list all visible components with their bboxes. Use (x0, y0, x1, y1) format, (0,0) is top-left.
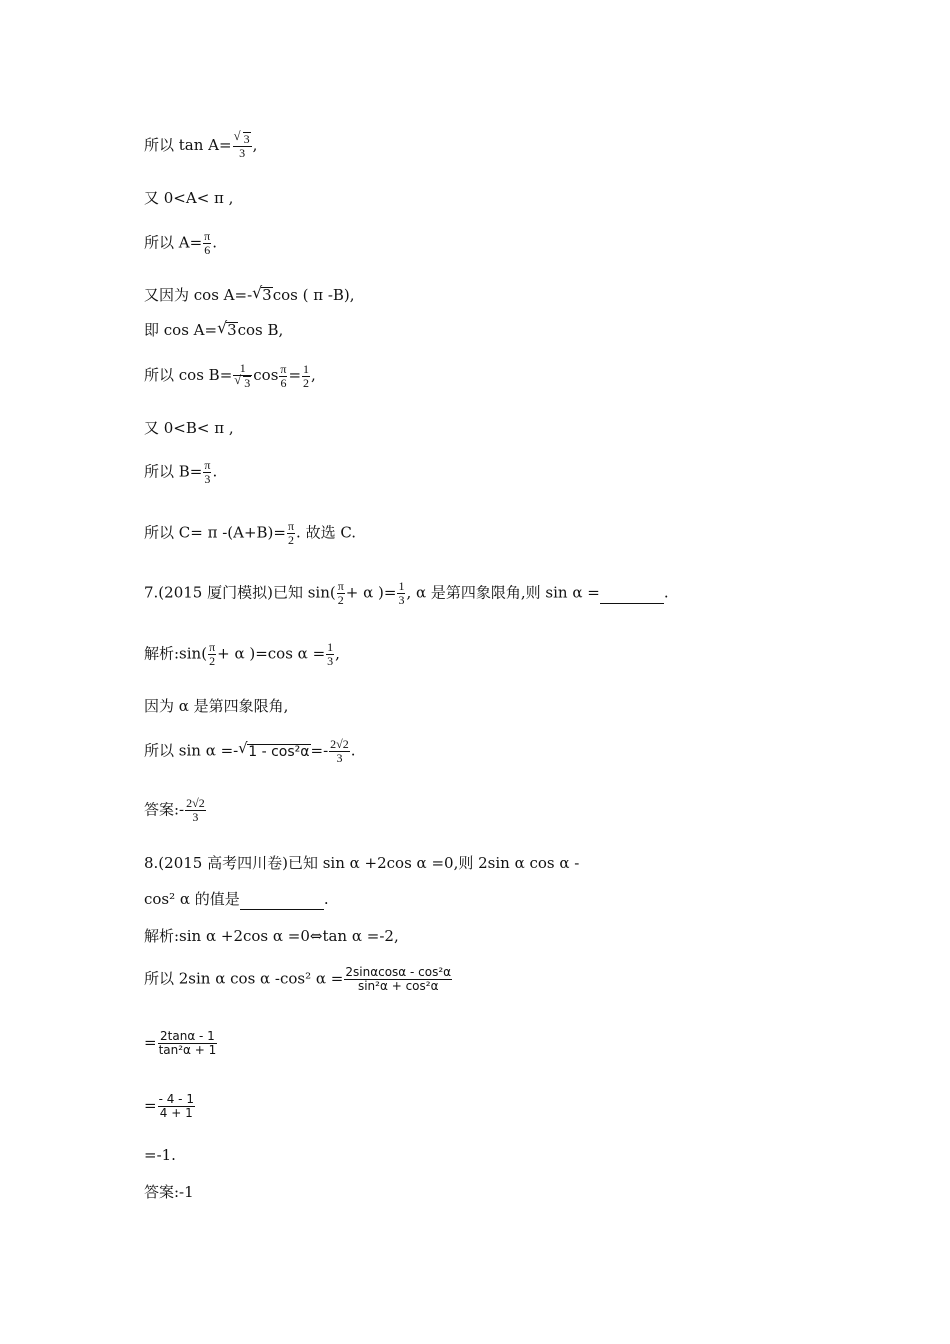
solution-7-line-3: 所以 sin α =-√ 1 - cos²α=- $\frac{2√2}{3}$ . (144, 738, 356, 765)
sqrt-symbol: √ 3 (243, 376, 251, 389)
fraction: $\frac{1}{3}$ (398, 579, 405, 607)
solution-7-line-2: 因为 α 是第四象限角, (144, 697, 289, 715)
fraction: √ $\frac{3}{3}$ (233, 132, 252, 160)
question-7: 7.(2015 厦门模拟)已知 sin( $\frac{\pi}{2}$ + α )= $\frac{1}{3}$ , α 是第四象限角,则 sin α = . (144, 579, 669, 607)
fraction: $\frac{\pi}{2}$ (209, 640, 216, 668)
fraction: $\frac{2√2}{3}$ (330, 737, 349, 765)
fraction: 1 √ 3 (233, 362, 252, 390)
fraction: $\frac{1}{2}$ (303, 361, 310, 390)
sqrt-symbol: √ 3 (261, 287, 273, 303)
solution-8-line-4: = $\frac{- 4 - 1}{4 + 1}$ (144, 1092, 194, 1120)
fraction: $\frac{\pi}{2}$ (287, 519, 295, 547)
fraction: $\frac{2√2}{3}$ (186, 796, 205, 824)
line-a-range: 又 0<A< π , (144, 189, 234, 207)
line-b-range: 又 0<B< π , (144, 419, 234, 437)
fraction: $\frac{- 4 - 1}{4 + 1}$ (158, 1092, 194, 1120)
fraction: $\frac{\pi}{3}$ (204, 458, 211, 486)
line-b-value: 所以 B= $\frac{\pi}{3}$ . (144, 458, 218, 486)
question-8-line-2: cos² α 的值是 . (144, 890, 329, 908)
line-cos-a-eq: 又因为 cos A=-√ 3cos ( π -B), (144, 285, 355, 305)
fraction: $\frac{2\tan\alpha - 1}{\text{tan²α + 1}}$ (158, 1029, 217, 1057)
solution-8-line-1: 解析:sin α +2cos α =0⇔tan α =-2, (144, 927, 399, 945)
line-a-value: 所以 A= $\frac{\pi}{6}$ . (144, 229, 218, 257)
fraction: $\frac{\pi}{6}$ (204, 229, 211, 257)
fraction: $\frac{\text{2sinαcosα - cos²α}}{\text{sin²α + cos²α}}$ (345, 965, 452, 993)
answer-blank (600, 583, 664, 604)
answer-8: 答案:-1 (144, 1183, 194, 1201)
line-cos-a-cos-b: 即 cos A=√ 3cos B, (144, 320, 283, 340)
answer-blank (240, 889, 324, 910)
fraction: $\frac{\pi}{6}$ (280, 361, 287, 390)
solution-8-line-5: =-1. (144, 1146, 176, 1164)
line-cos-b-value: 所以 cos B= 1 √ 3 cos $\frac{\pi}{6}$ = $\frac{1}{2}$ , (144, 362, 316, 390)
solution-7-line-1: 解析:sin( $\frac{\pi}{2}$ + α )=cos α = $\frac{1}{3}$ , (144, 640, 340, 668)
line-tan-a: 所以 tan A= √ $\frac{3}{3}$ , (144, 132, 257, 160)
sqrt-symbol: √ 1 - cos²α (247, 744, 310, 759)
sqrt-symbol: √ 3 (226, 322, 238, 338)
question-8-line-1: 8.(2015 高考四川卷)已知 sin α +2cos α =0,则 2sin α cos α - (144, 854, 580, 872)
line-c-value: 所以 C= π -(A+B)= $\frac{\pi}{2}$ . 故选 C. (144, 519, 357, 547)
solution-8-line-3: = $\frac{2\tan\alpha - 1}{\text{tan²α + 1}}$ (144, 1029, 217, 1057)
solution-8-line-2: 所以 2sin α cos α -cos² α = $\frac{\text{2sinαcosα - cos²α}}{\text{sin²α + cos²α}}$ (144, 965, 452, 993)
fraction: $\frac{\pi}{2}$ (337, 579, 344, 607)
sqrt-symbol: √ 3 (243, 132, 251, 145)
fraction: $\frac{1}{3}$ (327, 640, 334, 668)
answer-7: 答案:- $\frac{2√2}{3}$ (144, 796, 205, 824)
